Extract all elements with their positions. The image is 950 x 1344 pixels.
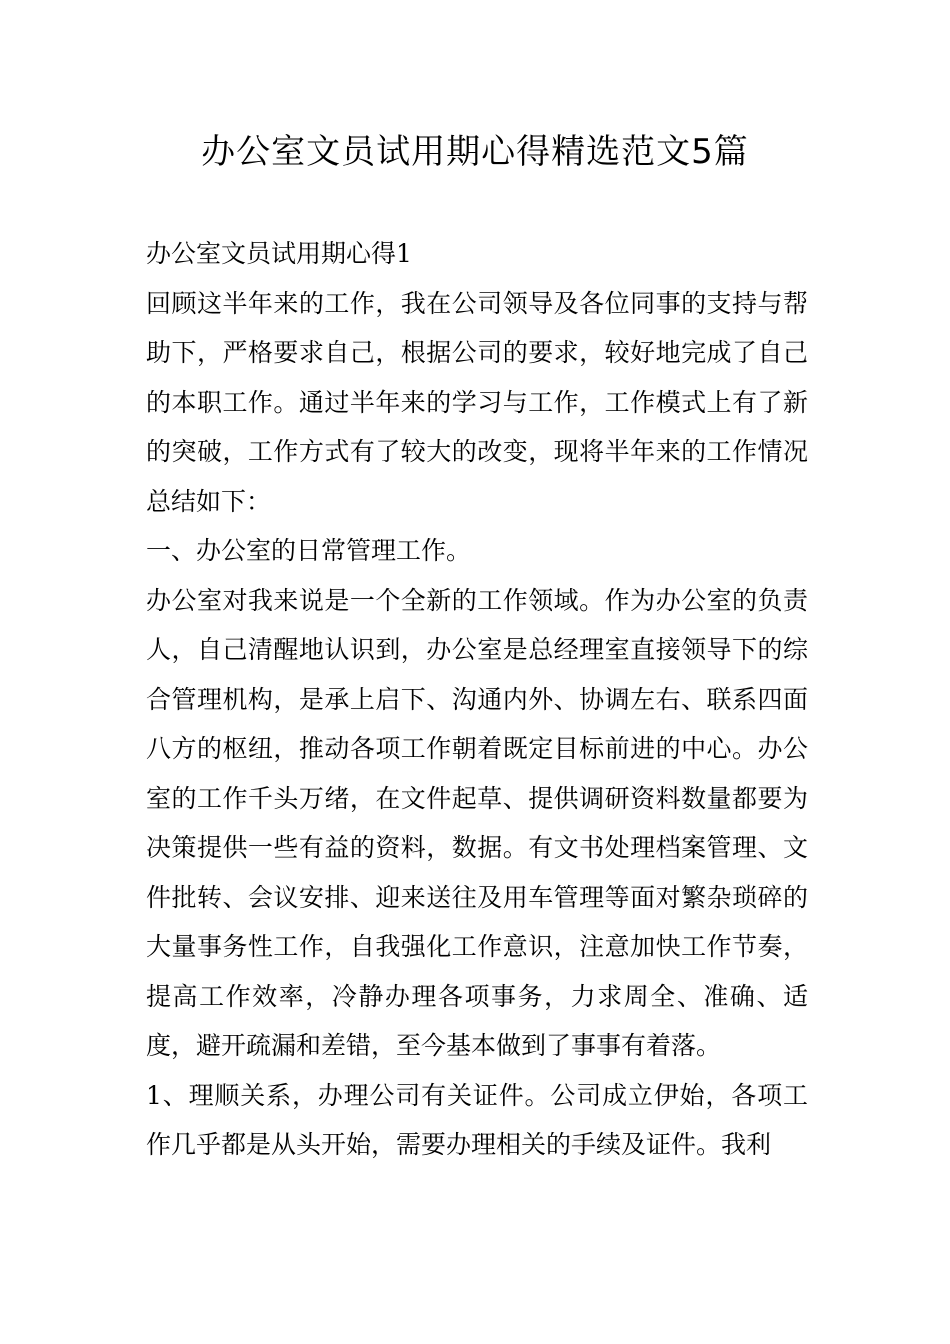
section-heading: 办公室文员试用期心得1 <box>146 239 412 268</box>
subsection-heading: 一、办公室的日常管理工作。 <box>146 536 472 565</box>
document-title: 办公室文员试用期心得精选范文5篇 <box>201 132 749 172</box>
paragraph: 1、理顺关系，办理公司有关证件。公司成立伊始，各项工作几乎都是从头开始，需要办理相关的手续及证件。我利 <box>146 1080 808 1159</box>
document-body <box>146 229 808 1170</box>
paragraph: 回顾这半年来的工作，我在公司领导及各位同事的支持与帮助下，严格要求自己，根据公司的要求，较好地完成了自己的本职工作。通过半年来的学习与工作，工作模式上有了新的突破，工作方式有了较大的改变，现将半年来的工作情况总结如下： <box>146 288 808 516</box>
paragraph: 办公室对我来说是一个全新的工作领域。作为办公室的负责人，自己清醒地认识到，办公室是总经理室直接领导下的综合管理机构，是承上启下、沟通内外、协调左右、联系四面八方的枢纽，推动各项工作朝着既定目标前进的中心。办公室的工作千头万绪，在文件起草、提供调研资料数量都要为决策提供一些有益的资料，数据。有文书处理档案管理、文件批转、会议安排、迎来送往及用车管理等面对繁杂琐碎的大量事务性工作，自我强化工作意识，注意加快工作节奏，提高工作效率，冷静办理各项事务，力求周全、准确、适度，避开疏漏和差错，至今基本做到了事事有着落。 <box>146 585 808 1060</box>
